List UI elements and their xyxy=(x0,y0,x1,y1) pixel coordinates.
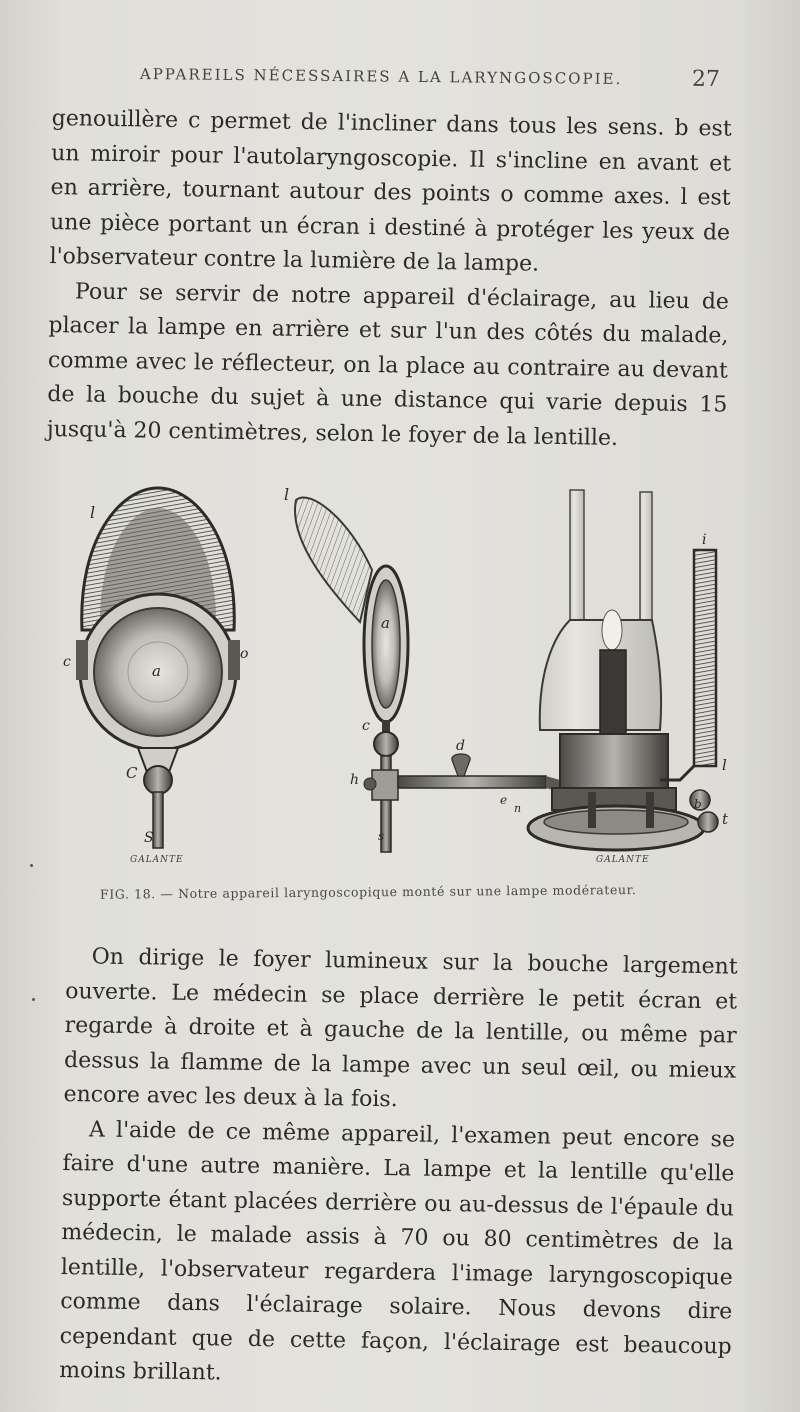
label-l-mid: l xyxy=(284,485,290,504)
body-text-top xyxy=(47,102,732,458)
figure-laryngoscope-apparatus xyxy=(60,480,740,890)
label-e-mid: e xyxy=(500,793,508,807)
label-l-right: l xyxy=(722,756,727,774)
label-s-mid: s xyxy=(378,829,385,843)
label-a-left: a xyxy=(152,662,161,680)
label-n-mid: n xyxy=(514,802,522,815)
label-b-right: b xyxy=(694,797,702,811)
paragraph-usage: Pour se servir de notre appareil d'éclairage, au lieu de placer la lampe en arrière et sur l'un des côtés du malade, comme avec le réflecteur, on la place au contraire au devant de la bouche du sujet à une distance qui varie depuis 15 jusqu'à 20 centimètres, selon le foyer de la lentille. xyxy=(46,278,730,451)
engraver-signature-right: GALANTE xyxy=(596,855,650,865)
label-c-left-bottom: C xyxy=(126,764,138,782)
label-s-left: S xyxy=(144,830,154,846)
label-c-left-side: c xyxy=(63,654,71,670)
body-text-bottom xyxy=(59,940,738,1399)
label-a-mid: a xyxy=(381,614,390,632)
stray-mark xyxy=(32,998,35,1001)
stray-mark xyxy=(30,864,33,867)
label-o-left-side: o xyxy=(240,646,249,662)
label-c-mid: c xyxy=(362,718,370,734)
label-i-right: i xyxy=(702,532,707,548)
paragraph-direction: On dirige le foyer lumineux sur la bouche largement ouverte. Le médecin se place derrière le petit écran et regarde à droite et à gauche de la lentille, ou même par dessus la flamme de la lampe avec un seul œil, ou mieux encore avec les deux à la fois. xyxy=(63,944,738,1113)
running-head-title: APPAREILS NÉCESSAIRES A LA LARYNGOSCOPIE. xyxy=(139,64,623,89)
moderator-lamp xyxy=(528,490,718,850)
paragraph-alternative: A l'aide de ce même appareil, l'examen peut encore se faire d'une autre manière. La lampe et la lentille qu'elle supporte étant placées derrière ou au-dessus de l'épaule du médecin, le malade assis à 70 ou 80 centimètres de la lentille, l'observateur regardera l'image laryngoscopique comme dans l'éclairage solaire. Nous devons dire cependant que de cette façon, l'éclairage est beaucoup moins brillant. xyxy=(59,1116,736,1386)
label-h-mid: h xyxy=(350,772,360,788)
label-l-left: l xyxy=(90,503,96,522)
running-head xyxy=(139,64,721,93)
engraver-signature-left: GALANTE xyxy=(130,855,184,865)
engraving-illustration xyxy=(60,480,740,890)
paragraph-description: genouillère c permet de l'incliner dans tous les sens. b est un miroir pour l'autolaryngoscopie. Il s'incline en avant et en arrière, tournant autour des points o comme axes. l est une pièce portant un écran i destiné à protéger les yeux de l'observateur contre la lumière de la lampe. xyxy=(49,105,732,277)
figure-caption: FIG. 18. — Notre appareil laryngoscopique monté sur une lampe modérateur. xyxy=(99,882,637,902)
page-number: 27 xyxy=(691,66,721,93)
label-d-mid: d xyxy=(456,738,465,754)
label-t-right: t xyxy=(722,810,729,828)
lens-side-view xyxy=(295,497,560,852)
